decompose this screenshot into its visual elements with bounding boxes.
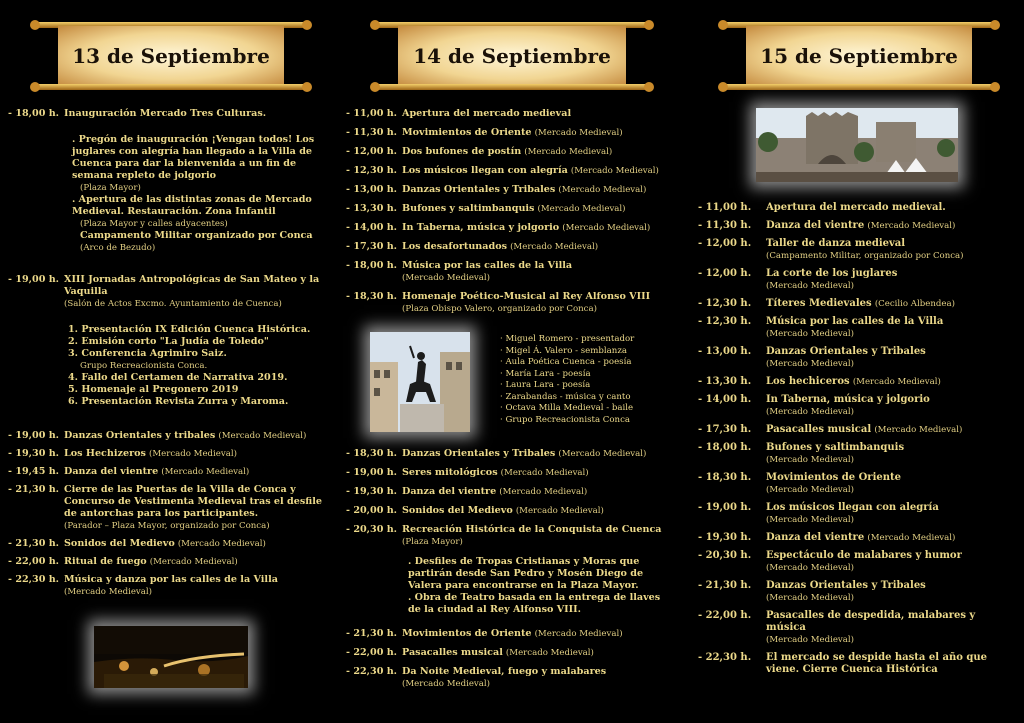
- event-location: (Mercado Medieval): [524, 147, 613, 157]
- detail-location: (Plaza Mayor): [80, 183, 141, 193]
- schedule-item: [8, 108, 330, 120]
- numbered-item: 4. Fallo del Certamen de Narrativa 2019.: [68, 372, 288, 383]
- event-time: - 12,00 h.: [698, 238, 752, 249]
- credit-item: · Migel Á. Valero - semblanza: [500, 346, 676, 358]
- event-location: (Mercado Medieval): [510, 242, 599, 252]
- event-location: (Mercado Medieval): [766, 329, 854, 339]
- event-location: (Plaza Mayor): [402, 537, 463, 547]
- schedule-item: [8, 274, 330, 310]
- event-title: Bufones y saltimbanquis: [402, 203, 535, 214]
- event-time: - 19,30 h.: [8, 448, 60, 459]
- event-title: Inauguración Mercado Tres Culturas.: [64, 108, 267, 119]
- event-title: El mercado se despide hasta el año que viene. Cierre Cuenca Histórica: [766, 652, 988, 675]
- schedule-item: [346, 647, 676, 659]
- detail-location: (Arco de Bezudo): [80, 243, 156, 253]
- event-title: Pasacalles de despedida, malabares y música: [766, 610, 976, 633]
- event-location: (Mercado Medieval): [537, 204, 626, 214]
- event-time: - 18,30 h.: [698, 472, 752, 483]
- schedule-list: [8, 430, 330, 604]
- day-title-banner: [724, 22, 994, 90]
- schedule-item: [698, 202, 1016, 214]
- event-title: Apertura del mercado medieval.: [766, 202, 946, 213]
- event-time: - 22,30 h.: [346, 666, 398, 677]
- event-title: Pasacalles musical: [402, 647, 503, 658]
- event-title: Movimientos de Oriente: [766, 472, 901, 483]
- schedule-list: [346, 628, 676, 697]
- event-time: - 13,00 h.: [698, 346, 752, 357]
- event-details: [408, 556, 670, 616]
- event-location: (Mercado Medieval): [161, 467, 250, 477]
- day-column-13: [8, 0, 330, 723]
- event-title: Espectáculo de malabares y humor: [766, 550, 962, 561]
- event-time: - 17,30 h.: [346, 241, 398, 252]
- event-time: - 12,30 h.: [346, 165, 398, 176]
- event-title: Danza del vientre: [766, 220, 865, 231]
- event-time: - 19,30 h.: [346, 486, 398, 497]
- event-location: (Mercado Medieval): [766, 635, 854, 645]
- detail-item: . Obra de Teatro basada en la entrega de llaves de la ciudad al Rey Alfonso VIII.: [408, 592, 661, 615]
- event-time: - 12,30 h.: [698, 316, 752, 327]
- schedule-item: [346, 108, 676, 120]
- event-title: Taller de danza medieval: [766, 238, 906, 249]
- event-details: [72, 134, 328, 254]
- event-title: Bufones y saltimbanquis: [766, 442, 905, 453]
- schedule-item: [346, 184, 676, 196]
- event-location: (Salón de Actos Excmo. Ayuntamiento de Cuenca): [64, 299, 282, 309]
- event-title: Seres mitológicos: [402, 467, 498, 478]
- event-title: Música y danza por las calles de la Villa: [64, 574, 278, 585]
- event-title: Danzas Orientales y Tribales: [402, 448, 556, 459]
- event-title: Movimientos de Oriente: [402, 628, 532, 639]
- event-time: - 19,30 h.: [698, 532, 752, 543]
- schedule-item: [698, 580, 1016, 604]
- event-location: (Plaza Obispo Valero, organizado por Conca): [402, 304, 597, 314]
- event-time: - 18,30 h.: [346, 448, 398, 459]
- scroll-rod-bottom: [376, 84, 648, 90]
- event-time: - 19,00 h.: [8, 274, 60, 285]
- schedule-item: [698, 472, 1016, 496]
- schedule-item: [698, 376, 1016, 388]
- detail-item: [72, 134, 328, 194]
- event-time: - 20,30 h.: [698, 550, 752, 561]
- event-location: (Mercado Medieval): [534, 128, 623, 138]
- event-title: Danzas Orientales y Tribales: [766, 580, 926, 591]
- event-title: Danza del vientre: [402, 486, 497, 497]
- schedule-list: [8, 274, 330, 317]
- schedule-item: [346, 448, 676, 460]
- event-location: (Mercado Medieval): [148, 449, 237, 459]
- event-location: (Mercado Medieval): [570, 166, 659, 176]
- event-time: - 18,00 h.: [8, 108, 60, 119]
- event-time: - 12,30 h.: [698, 298, 752, 309]
- event-title: In Taberna, música y jolgorio: [402, 222, 560, 233]
- numbered-item: 2. Emisión corto "La Judía de Toledo": [68, 336, 269, 347]
- event-time: - 11,00 h.: [346, 108, 398, 119]
- event-time: - 22,30 h.: [8, 574, 60, 585]
- day-title: 14 de Septiembre: [398, 26, 626, 86]
- event-location: (Mercado Medieval): [149, 557, 238, 567]
- schedule-item: [346, 203, 676, 215]
- detail-item: . Desfiles de Tropas Cristianas y Moras que partirán desde San Pedro y Mosén Diego de Valera para encontrarse en la Plaza Mayor.: [408, 556, 644, 591]
- event-time: - 19,00 h.: [8, 430, 60, 441]
- day-title-banner: [376, 22, 648, 90]
- event-time: - 19,45 h.: [8, 466, 60, 477]
- schedule-item: [698, 238, 1016, 262]
- schedule-item: [346, 628, 676, 640]
- event-title: Sonidos del Medievo: [64, 538, 175, 549]
- event-time: - 21,30 h.: [346, 628, 398, 639]
- event-time: - 13,00 h.: [346, 184, 398, 195]
- numbered-item: [68, 348, 328, 372]
- schedule-item: [346, 505, 676, 517]
- event-location: (Mercado Medieval): [402, 273, 490, 283]
- event-location: (Mercado Medieval): [766, 515, 854, 525]
- event-location: (Mercado Medieval): [177, 539, 266, 549]
- event-title: Los desafortunados: [402, 241, 508, 252]
- credit-item: · Zarabandas - música y canto: [500, 392, 676, 404]
- schedule-item: [698, 298, 1016, 310]
- event-time: - 11,00 h.: [698, 202, 752, 213]
- presentation-list: [68, 324, 328, 408]
- event-location: (Mercado Medieval): [558, 449, 647, 459]
- schedule-item: [346, 222, 676, 234]
- event-title: Los Hechizeros: [64, 448, 146, 459]
- event-title: Da Noite Medieval, fuego y malabares: [402, 666, 607, 677]
- schedule-item: [346, 524, 676, 548]
- event-time: - 21,30 h.: [698, 580, 752, 591]
- statue-illustration: [370, 332, 470, 432]
- event-time: - 22,00 h.: [698, 610, 752, 621]
- event-time: - 18,00 h.: [698, 442, 752, 453]
- event-title: XIII Jornadas Antropológicas de San Mateo y la Vaquilla: [64, 274, 320, 297]
- night-town-photo: [94, 626, 248, 688]
- event-time: - 12,00 h.: [698, 268, 752, 279]
- event-title: Cierre de las Puertas de la Villa de Conca y Concurso de Vestimenta Medieval tras el desfile de antorchas para los participantes.: [64, 484, 322, 519]
- statue-photo: [370, 332, 470, 432]
- numbered-item: 1. Presentación IX Edición Cuenca Histórica.: [68, 324, 311, 335]
- event-location: (Campamento Militar, organizado por Conca): [766, 251, 964, 261]
- schedule-item: [8, 538, 330, 550]
- schedule-item: [698, 424, 1016, 436]
- schedule-item: [346, 146, 676, 158]
- credit-item: · Aula Poética Cuenca - poesía: [500, 357, 676, 369]
- schedule-item: [346, 127, 676, 139]
- day-column-14: [346, 0, 676, 723]
- event-location: (Mercado Medieval): [218, 431, 307, 441]
- event-title: Sonidos del Medievo: [402, 505, 513, 516]
- schedule-list: [346, 108, 676, 322]
- event-time: - 14,00 h.: [698, 394, 752, 405]
- credit-item: · María Lara - poesía: [500, 369, 676, 381]
- schedule-item: [8, 556, 330, 568]
- event-time: - 11,30 h.: [698, 220, 752, 231]
- event-time: - 21,30 h.: [8, 538, 60, 549]
- event-title: Danza del vientre: [64, 466, 159, 477]
- event-time: - 17,30 h.: [698, 424, 752, 435]
- event-time: - 19,00 h.: [346, 467, 398, 478]
- schedule-item: [698, 442, 1016, 466]
- numbered-text: 3. Conferencia Agrimiro Saiz.: [68, 348, 227, 359]
- event-location: (Mercado Medieval): [852, 377, 941, 387]
- event-time: - 18,00 h.: [346, 260, 398, 271]
- event-location: (Mercado Medieval): [874, 425, 963, 435]
- schedule-list: [8, 108, 330, 127]
- event-title: Apertura del mercado medieval: [402, 108, 572, 119]
- credit-item: · Laura Lara - poesía: [500, 380, 676, 392]
- day-title: 15 de Septiembre: [746, 26, 972, 86]
- schedule-item: [698, 502, 1016, 526]
- event-location: (Mercado Medieval): [500, 468, 589, 478]
- schedule-item: [346, 666, 676, 690]
- event-title: Los músicos llegan con alegría: [402, 165, 568, 176]
- event-title: Danzas Orientales y Tribales: [766, 346, 926, 357]
- event-location: (Mercado Medieval): [64, 587, 152, 597]
- event-location: (Mercado Medieval): [515, 506, 604, 516]
- event-title: La corte de los juglares: [766, 268, 898, 279]
- scroll-rod-bottom: [724, 84, 994, 90]
- numbered-item: 6. Presentación Revista Zurra y Maroma.: [68, 396, 289, 407]
- schedule-item: [8, 574, 330, 598]
- numbered-item: 5. Homenaje al Pregonero 2019: [68, 384, 239, 395]
- event-time: - 21,30 h.: [8, 484, 60, 495]
- event-location: (Mercado Medieval): [534, 629, 623, 639]
- event-title: Danza del vientre: [766, 532, 865, 543]
- event-time: - 22,00 h.: [346, 647, 398, 658]
- detail-location: (Plaza Mayor y calles adyacentes): [80, 219, 228, 229]
- event-title: Danzas Orientales y Tribales: [402, 184, 556, 195]
- event-time: - 18,30 h.: [346, 291, 398, 302]
- schedule-item: [698, 316, 1016, 340]
- credits-list: [500, 334, 676, 426]
- event-title: Dos bufones de postín: [402, 146, 522, 157]
- event-time: - 22,30 h.: [698, 652, 752, 663]
- schedule-item: [698, 268, 1016, 292]
- night-town-illustration: [94, 626, 248, 688]
- schedule-item: [698, 394, 1016, 418]
- event-title: Ritual de fuego: [64, 556, 147, 567]
- event-title: Danzas Orientales y tribales: [64, 430, 216, 441]
- event-title: Títeres Medievales: [766, 298, 872, 309]
- event-time: - 20,00 h.: [346, 505, 398, 516]
- event-time: - 11,30 h.: [346, 127, 398, 138]
- event-title: In Taberna, música y jolgorio: [766, 394, 930, 405]
- event-time: - 12,00 h.: [346, 146, 398, 157]
- event-location: (Mercado Medieval): [505, 648, 594, 658]
- schedule-item: [698, 346, 1016, 370]
- event-location: (Mercado Medieval): [766, 485, 854, 495]
- event-time: - 22,00 h.: [8, 556, 60, 567]
- event-location: (Mercado Medieval): [766, 407, 854, 417]
- schedule-item: [346, 291, 676, 315]
- event-time: - 14,00 h.: [346, 222, 398, 233]
- event-location: (Mercado Medieval): [867, 221, 956, 231]
- schedule-item: [8, 466, 330, 478]
- schedule-item: [346, 467, 676, 479]
- day-title-banner: [36, 22, 306, 90]
- schedule-list: [346, 448, 676, 555]
- event-title: Música por las calles de la Villa: [402, 260, 573, 271]
- detail-item: [72, 230, 328, 254]
- schedule-item: [346, 165, 676, 177]
- detail-text: . Apertura de las distintas zonas de Mercado Medieval. Restauración. Zona Infantil: [72, 194, 312, 217]
- event-title: Los hechiceros: [766, 376, 850, 387]
- event-time: - 20,30 h.: [346, 524, 398, 535]
- event-title: Música por las calles de la Villa: [766, 316, 944, 327]
- event-time: - 13,30 h.: [346, 203, 398, 214]
- event-location: (Mercado Medieval): [766, 455, 854, 465]
- day-column-15: [698, 0, 1016, 723]
- schedule-item: [698, 652, 1016, 676]
- event-location: (Mercado Medieval): [766, 281, 854, 291]
- event-location: (Mercado Medieval): [867, 533, 956, 543]
- schedule-item: [346, 260, 676, 284]
- event-title: Movimientos de Oriente: [402, 127, 532, 138]
- event-location: (Mercado Medieval): [766, 593, 854, 603]
- schedule-item: [8, 484, 330, 532]
- event-title: Pasacalles musical: [766, 424, 872, 435]
- scroll-rod-bottom: [36, 84, 306, 90]
- event-location: (Mercado Medieval): [562, 223, 651, 233]
- event-location: (Mercado Medieval): [499, 487, 588, 497]
- numbered-subtext: Grupo Recreacionista Conca.: [80, 361, 208, 371]
- schedule-list: [698, 202, 1016, 682]
- event-time: - 13,30 h.: [698, 376, 752, 387]
- castle-photo: [756, 108, 958, 182]
- schedule-item: [8, 430, 330, 442]
- event-location: (Mercado Medieval): [766, 563, 854, 573]
- event-time: - 19,00 h.: [698, 502, 752, 513]
- schedule-item: [346, 486, 676, 498]
- event-title: Recreación Histórica de la Conquista de Cuenca: [402, 524, 662, 535]
- detail-text: Campamento Militar organizado por Conca: [80, 230, 313, 241]
- credit-item: · Miguel Romero - presentador: [500, 334, 676, 346]
- schedule-item: [698, 532, 1016, 544]
- event-location: (Mercado Medieval): [402, 679, 490, 689]
- credit-item: · Grupo Recreacionista Conca: [500, 415, 676, 427]
- credit-item: · Octava Milla Medieval - baile: [500, 403, 676, 415]
- schedule-item: [698, 550, 1016, 574]
- schedule-item: [698, 610, 1016, 646]
- event-location: (Cecilio Albendea): [874, 299, 955, 309]
- schedule-item: [698, 220, 1016, 232]
- schedule-item: [8, 448, 330, 460]
- event-location: (Mercado Medieval): [766, 359, 854, 369]
- event-title: Homenaje Poético-Musical al Rey Alfonso VIII: [402, 291, 651, 302]
- day-title: 13 de Septiembre: [58, 26, 284, 86]
- detail-item: [72, 194, 328, 230]
- detail-text: . Pregón de inauguración ¡Vengan todos! Los juglares con alegría han llegado a la Villa de Cuenca para dar la bienvenida a un fin de semana repleto de jolgorio: [72, 134, 315, 181]
- event-location: (Parador – Plaza Mayor, organizado por Conca): [64, 521, 270, 531]
- castle-illustration: [756, 108, 958, 182]
- schedule-item: [346, 241, 676, 253]
- event-location: (Mercado Medieval): [558, 185, 647, 195]
- event-title: Los músicos llegan con alegría: [766, 502, 939, 513]
